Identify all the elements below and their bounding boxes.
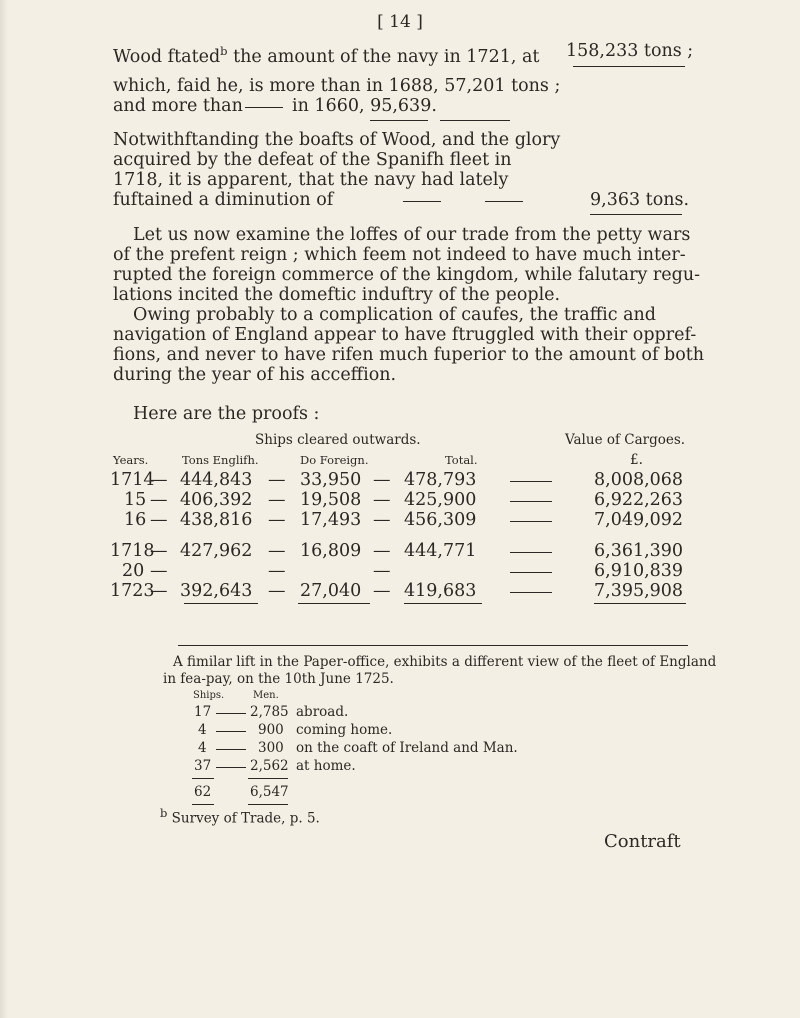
row-dash: — <box>150 581 168 601</box>
table-underline <box>298 603 370 604</box>
footnote-text: Survey of Trade, p. 5. <box>171 810 320 827</box>
row-year: 16 <box>124 510 147 530</box>
row-english: 438,816 <box>180 510 253 530</box>
column-header-total: Total. <box>445 453 478 467</box>
row-english: 444,843 <box>180 470 253 490</box>
men-total: 6,547 <box>250 784 289 800</box>
table-underline <box>404 603 482 604</box>
ditto-dash <box>485 201 523 202</box>
footnote <box>160 806 320 827</box>
location-description: on the coaft of Ireland and Man. <box>296 740 518 756</box>
page-gutter-shadow <box>0 0 8 1018</box>
paragraph-losses-line-2: of the prefent reign ; which feem not indeed to have much inter- <box>113 245 686 265</box>
row-foreign: 17,493 <box>300 510 362 530</box>
row-foreign: 19,508 <box>300 490 362 510</box>
row-value: 6,361,390 <box>594 541 684 561</box>
ships-cleared-heading: Ships cleared outwards. <box>255 432 421 448</box>
value-of-cargoes-heading: Value of Cargoes. <box>565 432 686 448</box>
ships-count: 4 <box>198 740 207 756</box>
ditto-dash <box>510 501 552 502</box>
ditto-dash <box>216 749 246 750</box>
row-dash: — <box>150 541 168 561</box>
row-dash: — <box>373 470 391 490</box>
intro-line-1-text: Wood ftated <box>113 46 221 67</box>
catchword: Contraft <box>604 831 681 852</box>
table-underline <box>594 603 686 604</box>
paragraph-owing-line-3: fions, and never to have rifen much fuperior to the amount of both <box>113 345 705 365</box>
paragraph-owing-line-2: navigation of England appear to have ftruggled with their oppref- <box>113 325 697 345</box>
column-header-foreign: Do Foreign. <box>300 453 369 467</box>
paragraph-owing-line-1: Owing probably to a complication of caufes, the traffic and <box>133 305 657 325</box>
diminution-value: 9,363 tons. <box>590 190 690 210</box>
ditto-dash <box>245 107 283 108</box>
paragraph-owing-line-4: during the year of his acceffion. <box>113 365 397 385</box>
value-underline <box>573 66 685 67</box>
row-dash: — <box>373 541 391 561</box>
row-year: 1723 <box>110 581 155 601</box>
paragraph-notwithstanding-line-3: 1718, it is apparent, that the navy had lately <box>113 170 509 190</box>
ships-count: 37 <box>194 758 212 774</box>
ditto-dash <box>216 731 246 732</box>
paragraph-losses-line-3: rupted the foreign commerce of the kingdom, while falutary regu- <box>113 265 701 285</box>
section-divider <box>178 645 688 646</box>
ditto-dash <box>510 592 552 593</box>
paragraph-notwithstanding-line-4: fuftained a diminution of <box>113 190 334 210</box>
row-year: 20 <box>122 561 145 581</box>
row-dash: — <box>268 470 286 490</box>
row-year: 1718 <box>110 541 155 561</box>
row-total: 456,309 <box>404 510 477 530</box>
currency-pounds: £. <box>630 452 643 468</box>
column-header-ships: Ships. <box>193 690 225 701</box>
intro-line-3b: in 1660, 95,639. <box>292 96 437 116</box>
row-dash: — <box>373 490 391 510</box>
row-dash: — <box>150 470 168 490</box>
column-header-men: Men. <box>253 690 279 701</box>
ditto-dash <box>510 481 552 482</box>
proofs-intro: Here are the proofs : <box>133 404 320 424</box>
ships-count: 4 <box>198 722 207 738</box>
list-underline <box>248 804 288 805</box>
row-dash: — <box>373 561 391 581</box>
list-underline <box>192 804 214 805</box>
ditto-dash <box>216 767 246 768</box>
table-underline <box>184 603 258 604</box>
row-foreign: 27,040 <box>300 581 362 601</box>
ships-count: 17 <box>194 704 212 720</box>
ditto-dash <box>216 713 246 714</box>
men-count: 2,785 <box>250 704 289 720</box>
row-total: 444,771 <box>404 541 477 561</box>
row-dash: — <box>268 581 286 601</box>
row-dash: — <box>373 581 391 601</box>
row-dash: — <box>268 490 286 510</box>
intro-line-1 <box>113 41 539 67</box>
row-value: 7,395,908 <box>594 581 684 601</box>
row-year: 1714 <box>110 470 155 490</box>
ditto-dash <box>510 521 552 522</box>
paragraph-losses-line-4: lations incited the domeftic induftry of the people. <box>113 285 561 305</box>
row-dash: — <box>150 561 168 581</box>
diminution-underline <box>590 214 682 215</box>
location-description: abroad. <box>296 704 349 720</box>
row-year: 15 <box>124 490 147 510</box>
row-total: 425,900 <box>404 490 477 510</box>
ships-total: 62 <box>194 784 212 800</box>
row-english: 392,643 <box>180 581 253 601</box>
row-value: 8,008,068 <box>594 470 684 490</box>
row-dash: — <box>268 510 286 530</box>
navy-1721-value: 158,233 tons ; <box>566 41 694 61</box>
footnote-reference: b <box>220 44 228 58</box>
ditto-dash <box>510 572 552 573</box>
intro-underline-1 <box>370 120 428 121</box>
row-value: 6,910,839 <box>594 561 684 581</box>
list-underline <box>248 778 288 779</box>
men-count: 900 <box>258 722 284 738</box>
column-header-years: Years. <box>113 453 149 467</box>
list-underline <box>192 778 214 779</box>
intro-line-3a: and more than <box>113 96 243 116</box>
row-english: 406,392 <box>180 490 253 510</box>
row-total: 419,683 <box>404 581 477 601</box>
row-foreign: 16,809 <box>300 541 362 561</box>
paragraph-losses-line-1: Let us now examine the loffes of our trade from the petty wars <box>133 225 691 245</box>
similar-list-line-2: in fea-pay, on the 10th June 1725. <box>163 671 394 687</box>
men-count: 300 <box>258 740 284 756</box>
location-description: at home. <box>296 758 356 774</box>
column-header-tons-english: Tons Englifh. <box>182 453 259 467</box>
row-dash: — <box>150 490 168 510</box>
intro-line-1-rest: the amount of the navy in 1721, at <box>227 46 540 67</box>
row-foreign: 33,950 <box>300 470 362 490</box>
row-english: 427,962 <box>180 541 253 561</box>
page-number: [ 14 ] <box>377 12 423 32</box>
men-count: 2,562 <box>250 758 289 774</box>
ditto-dash <box>403 201 441 202</box>
intro-underline-2 <box>440 120 510 121</box>
location-description: coming home. <box>296 722 393 738</box>
paragraph-notwithstanding-line-1: Notwithftanding the boafts of Wood, and the glory <box>113 130 561 150</box>
row-dash: — <box>268 561 286 581</box>
intro-line-2: which, faid he, is more than in 1688, 57,201 tons ; <box>113 76 561 96</box>
paragraph-notwithstanding-line-2: acquired by the defeat of the Spanifh fleet in <box>113 150 512 170</box>
row-value: 6,922,263 <box>594 490 684 510</box>
ditto-dash <box>510 552 552 553</box>
row-value: 7,049,092 <box>594 510 684 530</box>
footnote-marker: b <box>160 806 168 820</box>
similar-list-line-1: A fimilar lift in the Paper-office, exhibits a different view of the fleet of England <box>173 654 717 670</box>
row-dash: — <box>150 510 168 530</box>
row-dash: — <box>268 541 286 561</box>
row-dash: — <box>373 510 391 530</box>
row-total: 478,793 <box>404 470 477 490</box>
